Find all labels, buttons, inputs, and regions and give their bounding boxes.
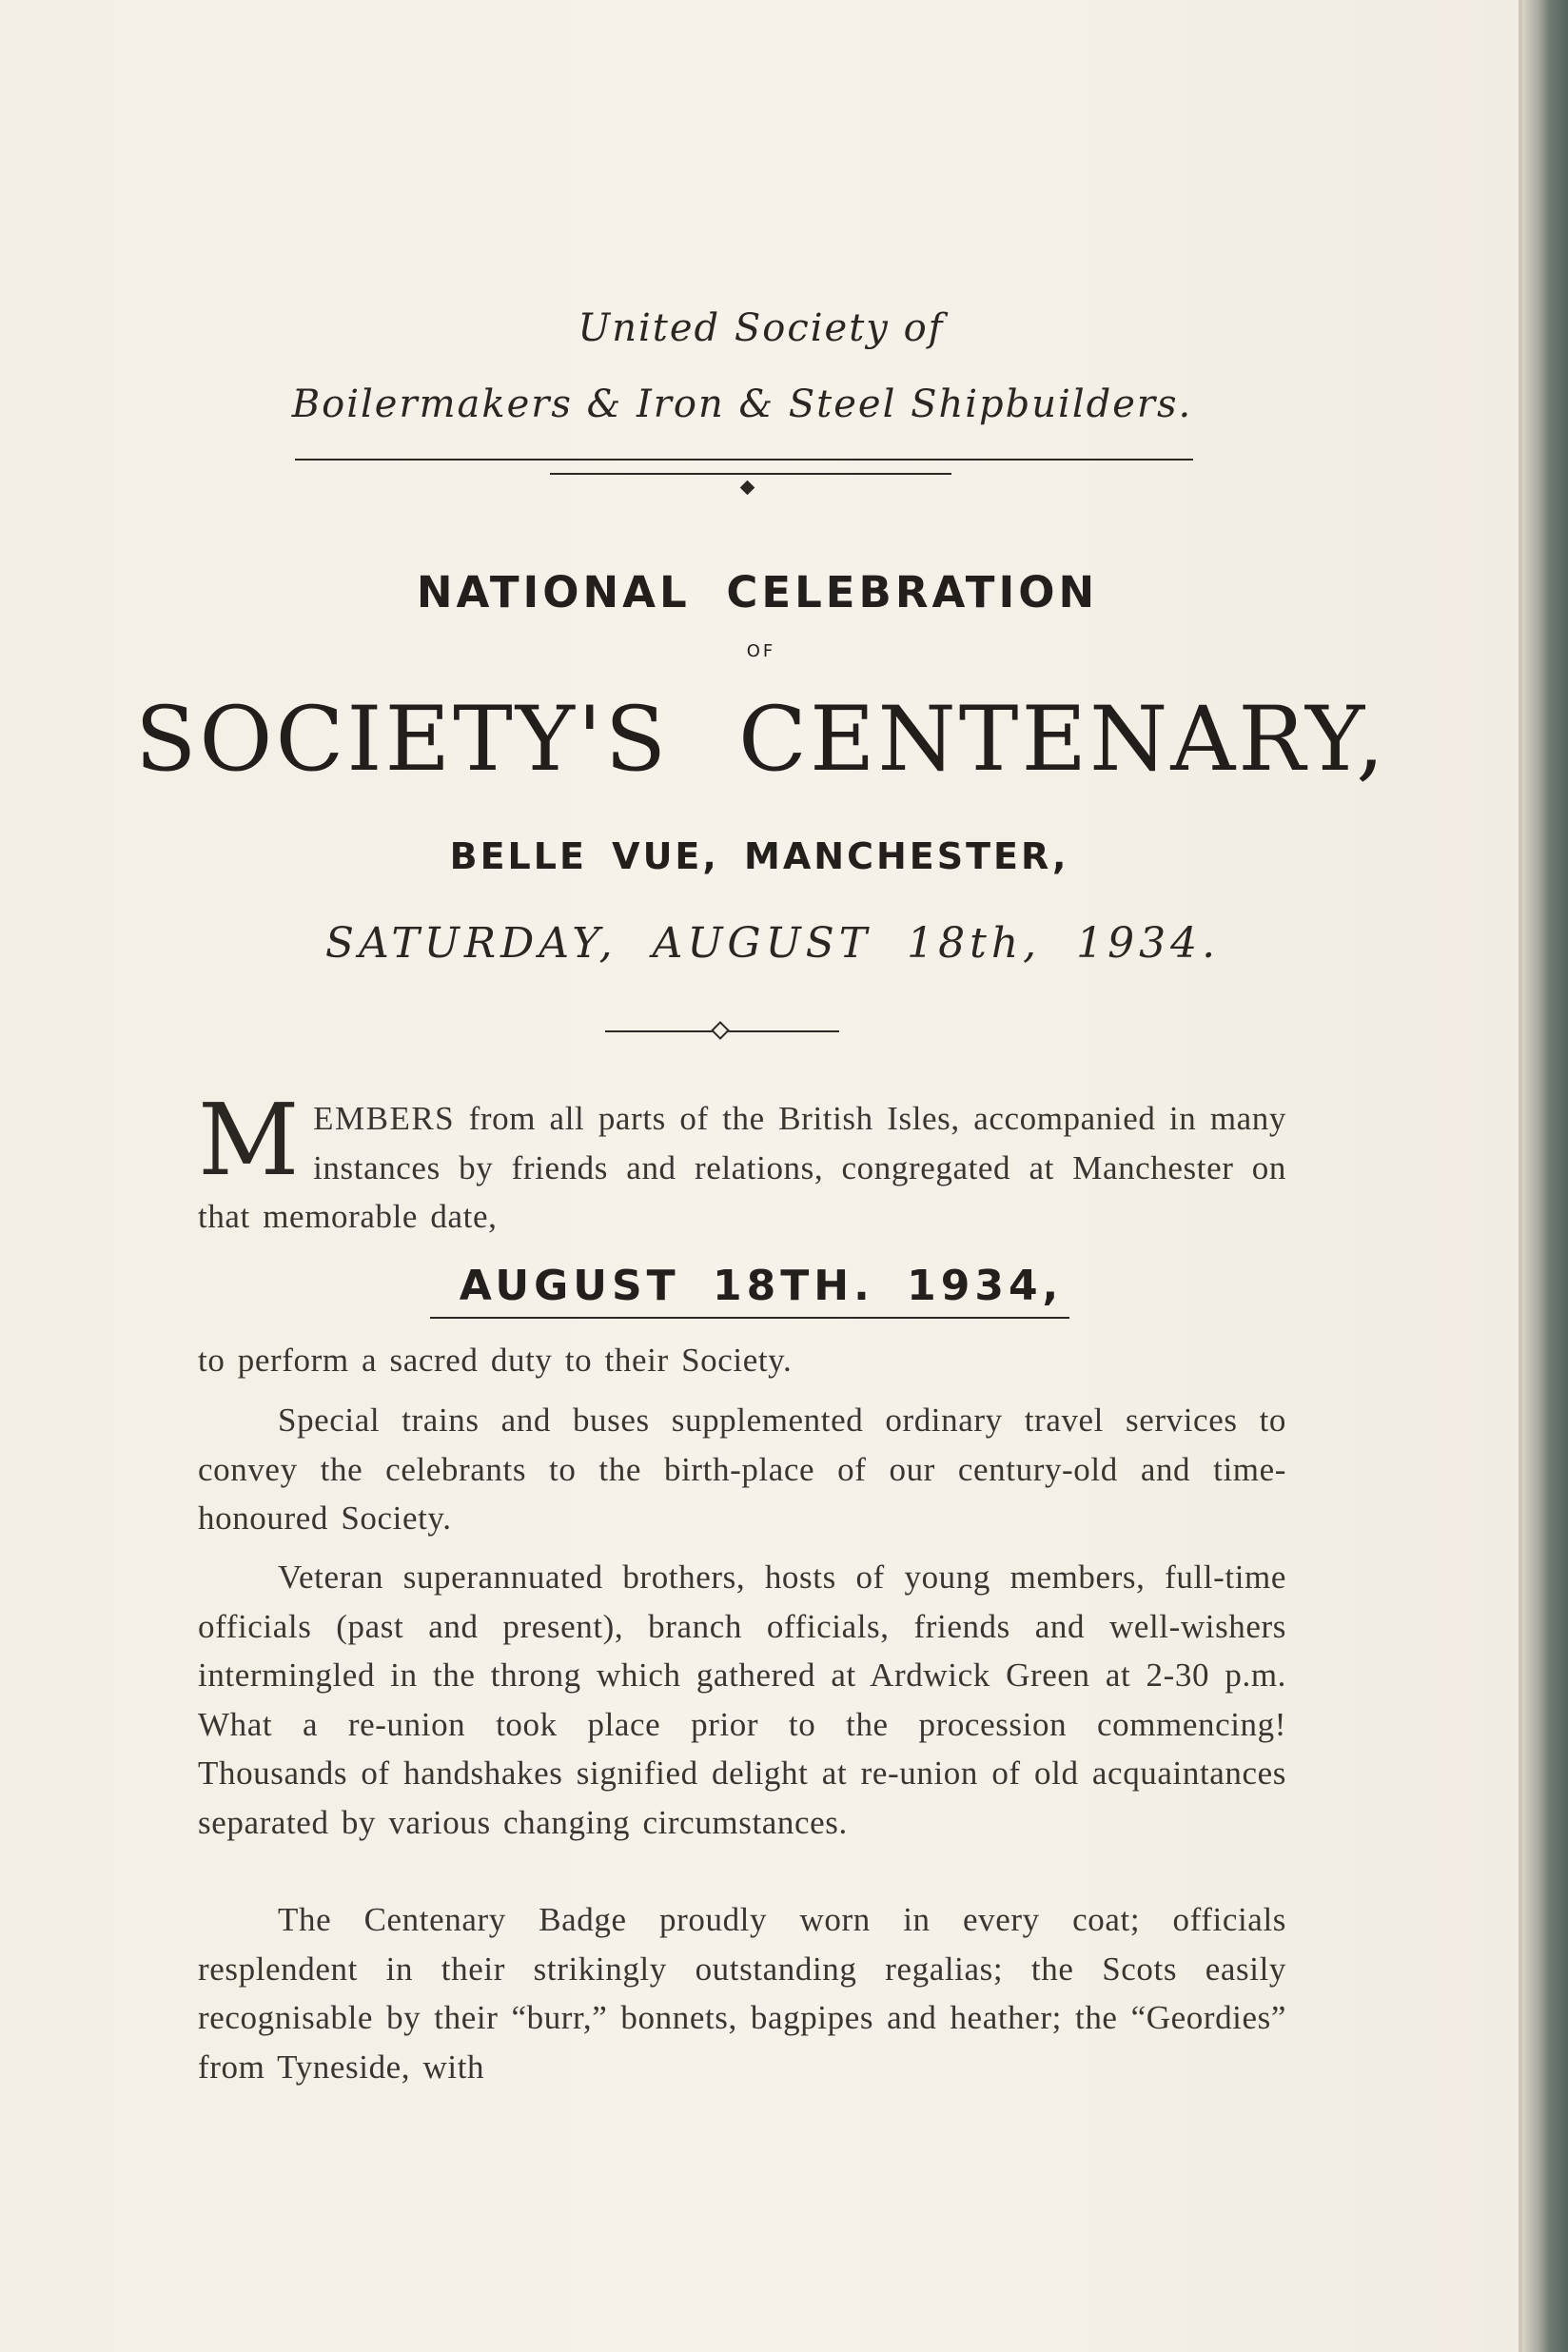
drop-cap: M (198, 1082, 301, 1198)
society-name-line2: Boilermakers & Iron & Steel Shipbuilders. (291, 382, 1193, 426)
header-rule-long (295, 459, 1193, 461)
paragraph-1-text: from all parts of the British Isles, accompanied in many instances by friends and relations, congregated at Manchester on that memorable date, (198, 1100, 1286, 1235)
centenary-title: SOCIETY'S CENTENARY, (135, 688, 1387, 792)
paragraph-3: Veteran superannuated brothers, hosts of young members, full-time officials (past and present), branch officials, friends and well-wishers intermingled in the throng which gathered at Ardwick Green at 2-30 p.m. What a re-union took place prior to the procession commencing! Thousands of handshakes signified delight at re-union of old acquaintances separated by various changing circumstances. (198, 1558, 1286, 1841)
paragraph-1-tail: to perform a sacred duty to their Society. (198, 1342, 793, 1379)
of-label: OF (746, 641, 776, 661)
national-celebration-heading: NATIONAL CELEBRATION (416, 567, 1099, 617)
drop-cap-word-rest: EMBERS (313, 1100, 456, 1137)
society-name-line1: United Society of (578, 306, 945, 350)
paragraph-2: Special trains and buses supplemented ordinary travel services to convey the celebrants to the birth-place of our century-old and time-honoured Society. (198, 1401, 1286, 1537)
event-date: SATURDAY, AUGUST 18th, 1934. (324, 919, 1221, 968)
header-rule-short (550, 473, 951, 475)
paragraph-1 (198, 1082, 1286, 1242)
highlight-date-underline (430, 1317, 1069, 1319)
book-spine (1522, 0, 1568, 2352)
highlight-date: AUGUST 18TH. 1934, (459, 1262, 1064, 1310)
paragraph-4: The Centenary Badge proudly worn in every coat; officials resplendent in their strikingly outstanding regalias; the Scots easily recognisable by their “burr,” bonnets, bagpipes and heather; the “Geordies” from Tyneside, with (198, 1901, 1286, 2086)
venue-heading: BELLE VUE, MANCHESTER, (449, 835, 1069, 877)
